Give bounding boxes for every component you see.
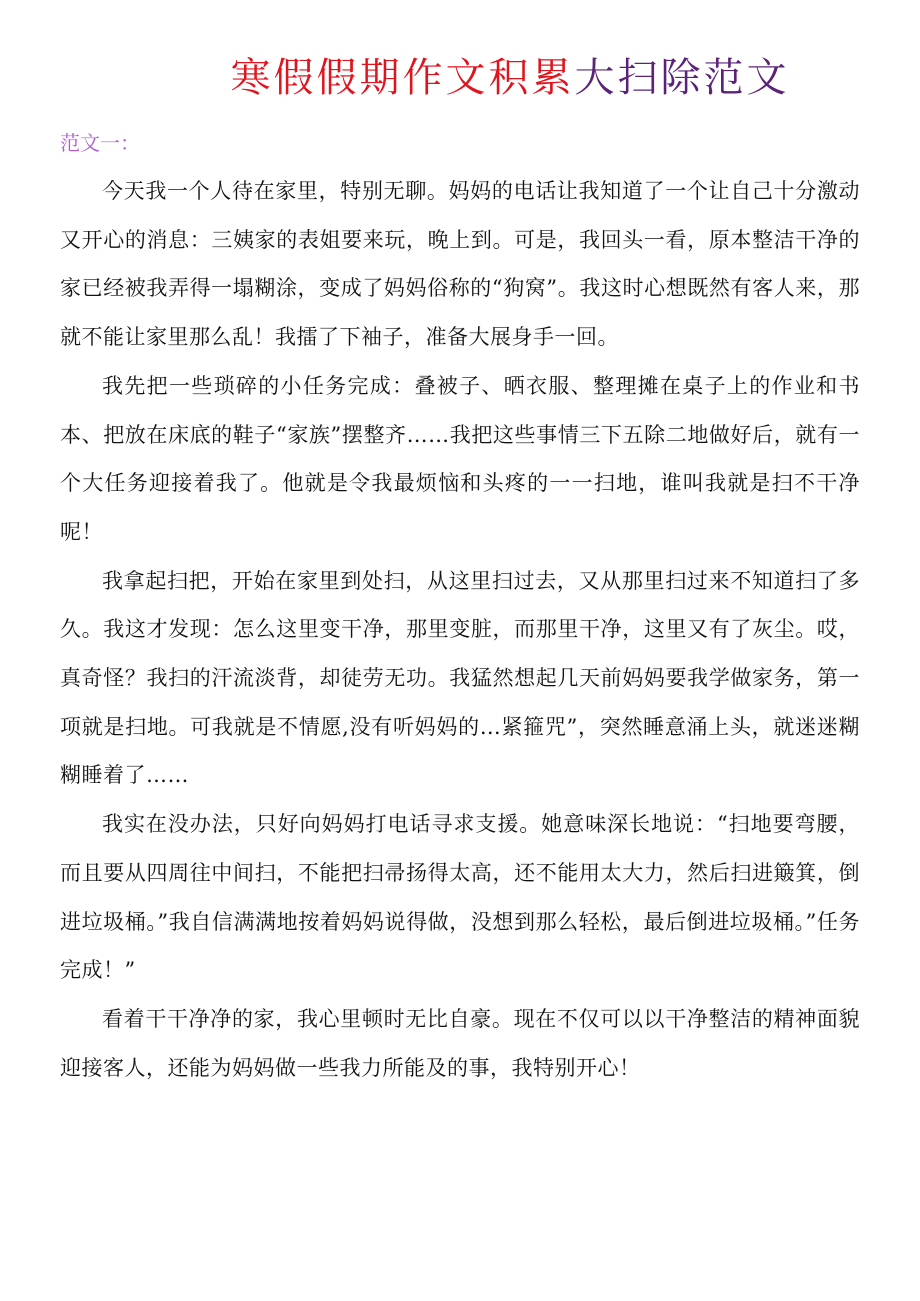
essay-body	[60, 167, 860, 1092]
paragraph-3: 我拿起扫把，开始在家里到处扫，从这里扫过去，又从那里扫过来不知道扫了多久。我这才发现：怎么这里变干净，那里变脏，而那里干净，这里又有了灰尘。哎，真奇怪？我扫的汗流淡背，却徒劳无功。我猛然想起几天前妈妈要我学做家务，第一项就是扫地。可我就是不情愿,没有听妈妈的…紧箍咒”，突然睡意涌上头，就迷迷糊糊睡着了……	[60, 568, 860, 788]
paragraph-5: 看着干干净净的家，我心里顿时无比自豪。现在不仅可以以干净整洁的精神面貌迎接客人，还能为妈妈做一些我力所能及的事，我特别开心！	[60, 1006, 860, 1080]
title-part-1: 寒假假期作文积累	[230, 55, 575, 101]
title-part-2: 大扫除范文	[574, 55, 790, 101]
document-title	[0, 52, 920, 104]
paragraph-2: 我先把一些琐碎的小任务完成：叠被子、晒衣服、整理摊在桌子上的作业和书本、把放在床底的鞋子“家族”摆整齐……我把这些事情三下五除二地做好后，就有一个大任务迎接着我了。他就是令我最烦恼和头疼的一一扫地，谁叫我就是扫不干净呢！	[60, 373, 860, 544]
paragraph-1: 今天我一个人待在家里，特别无聊。妈妈的电话让我知道了一个让自己十分激动又开心的消息：三姨家的表姐要来玩，晚上到。可是，我回头一看，原本整洁干净的家已经被我弄得一塌糊涂，变成了妈妈俗称的“狗窝”。我这时心想既然有客人来，那就不能让家里那么乱！我擂了下袖子，准备大展身手一回。	[60, 179, 860, 350]
section-heading: 范文一：	[60, 131, 140, 155]
paragraph-4: 我实在没办法，只好向妈妈打电话寻求支援。她意味深长地说：“扫地要弯腰，而且要从四周往中间扫，不能把扫帚扬得太高，还不能用太大力，然后扫进簸箕，倒进垃圾桶。”我自信满满地按着妈妈说得做，没想到那么轻松，最后倒进垃圾桶。”任务完成！”	[60, 812, 860, 983]
